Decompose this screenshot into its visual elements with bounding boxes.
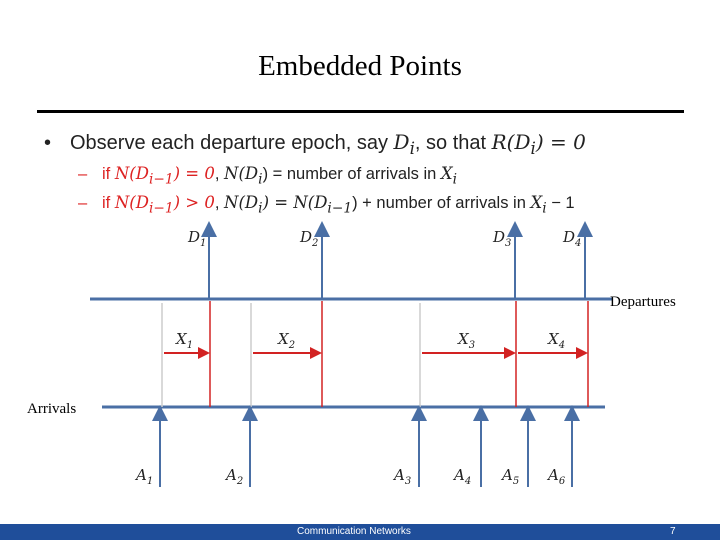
label-a2: $A_2$ bbox=[226, 466, 244, 487]
main-bullet bbox=[44, 130, 586, 158]
label-d3: $D_3$ bbox=[493, 228, 512, 249]
label-x4: $X_4$ bbox=[548, 330, 566, 351]
sub-bullet-2 bbox=[78, 193, 575, 216]
label-x2: $X_2$ bbox=[278, 330, 296, 351]
bullet-expr-close: ) = 0 bbox=[535, 130, 586, 154]
label-d2: $D_2$ bbox=[300, 228, 319, 249]
sub2-comma: , bbox=[214, 194, 225, 212]
bullet-text-b: , so that bbox=[414, 132, 492, 154]
sub2-result-sub2: i−1 bbox=[327, 200, 353, 217]
sub2-result-sub: i bbox=[258, 200, 263, 217]
sub1-x-sub: i bbox=[452, 171, 458, 188]
label-d1: $D_1$ bbox=[188, 228, 207, 249]
bullet-expr: R(D bbox=[491, 130, 531, 154]
sub1-cond-sub: i−1 bbox=[148, 171, 174, 188]
sub2-cond-sub: i−1 bbox=[148, 200, 174, 217]
bullet-sym-d: D bbox=[393, 130, 410, 154]
dash-icon: – bbox=[78, 165, 88, 183]
title-divider bbox=[37, 110, 684, 113]
sub1-x: X bbox=[440, 164, 453, 183]
sub2-result: N(D bbox=[224, 193, 259, 212]
bullet-sub-i: i bbox=[409, 139, 415, 158]
sub1-result-sub: i bbox=[258, 171, 263, 188]
sub2-x-sub: i bbox=[542, 200, 547, 217]
sub1-cond-tail: ) = 0 bbox=[173, 164, 215, 183]
label-x1: $X_1$ bbox=[176, 330, 194, 351]
dash-icon: – bbox=[78, 194, 88, 212]
timeline-diagram bbox=[0, 215, 720, 520]
sub2-if: if bbox=[102, 194, 115, 212]
sub2-cond: N(D bbox=[114, 193, 149, 212]
label-a4: $A_4$ bbox=[454, 466, 472, 487]
sub2-result-tail: ) = N(D bbox=[262, 193, 328, 212]
departures-label: Departures bbox=[610, 294, 676, 310]
footer-page-number: 7 bbox=[670, 526, 676, 537]
sub2-tail: − 1 bbox=[546, 194, 575, 212]
label-a6: $A_6$ bbox=[548, 466, 566, 487]
bullet-text-a: Observe each departure epoch, say bbox=[70, 132, 394, 154]
sub2-cond-tail: ) > 0 bbox=[173, 193, 215, 212]
footer-course: Communication Networks bbox=[297, 526, 411, 537]
label-a1: $A_1$ bbox=[136, 466, 154, 487]
bullet-expr-sub: i bbox=[530, 139, 536, 158]
sub1-if: if bbox=[102, 165, 115, 183]
label-x3: $X_3$ bbox=[458, 330, 476, 351]
sub1-comma: , bbox=[214, 165, 225, 183]
sub1-result-tail: ) = number of arrivals in bbox=[262, 165, 441, 183]
label-a5: $A_5$ bbox=[502, 466, 520, 487]
sub1-cond: N(D bbox=[114, 164, 149, 183]
sub1-result: N(D bbox=[224, 164, 259, 183]
sub2-x: X bbox=[530, 193, 543, 212]
label-a3: $A_3$ bbox=[394, 466, 412, 487]
arrivals-label: Arrivals bbox=[27, 401, 77, 417]
sub2-result-tail2: ) + number of arrivals in bbox=[352, 194, 531, 212]
sub-bullet-1 bbox=[78, 164, 457, 187]
slide-title: Embedded Points bbox=[258, 50, 462, 82]
label-d4: $D_4$ bbox=[563, 228, 582, 249]
bullet-dot-icon: • bbox=[44, 132, 52, 154]
